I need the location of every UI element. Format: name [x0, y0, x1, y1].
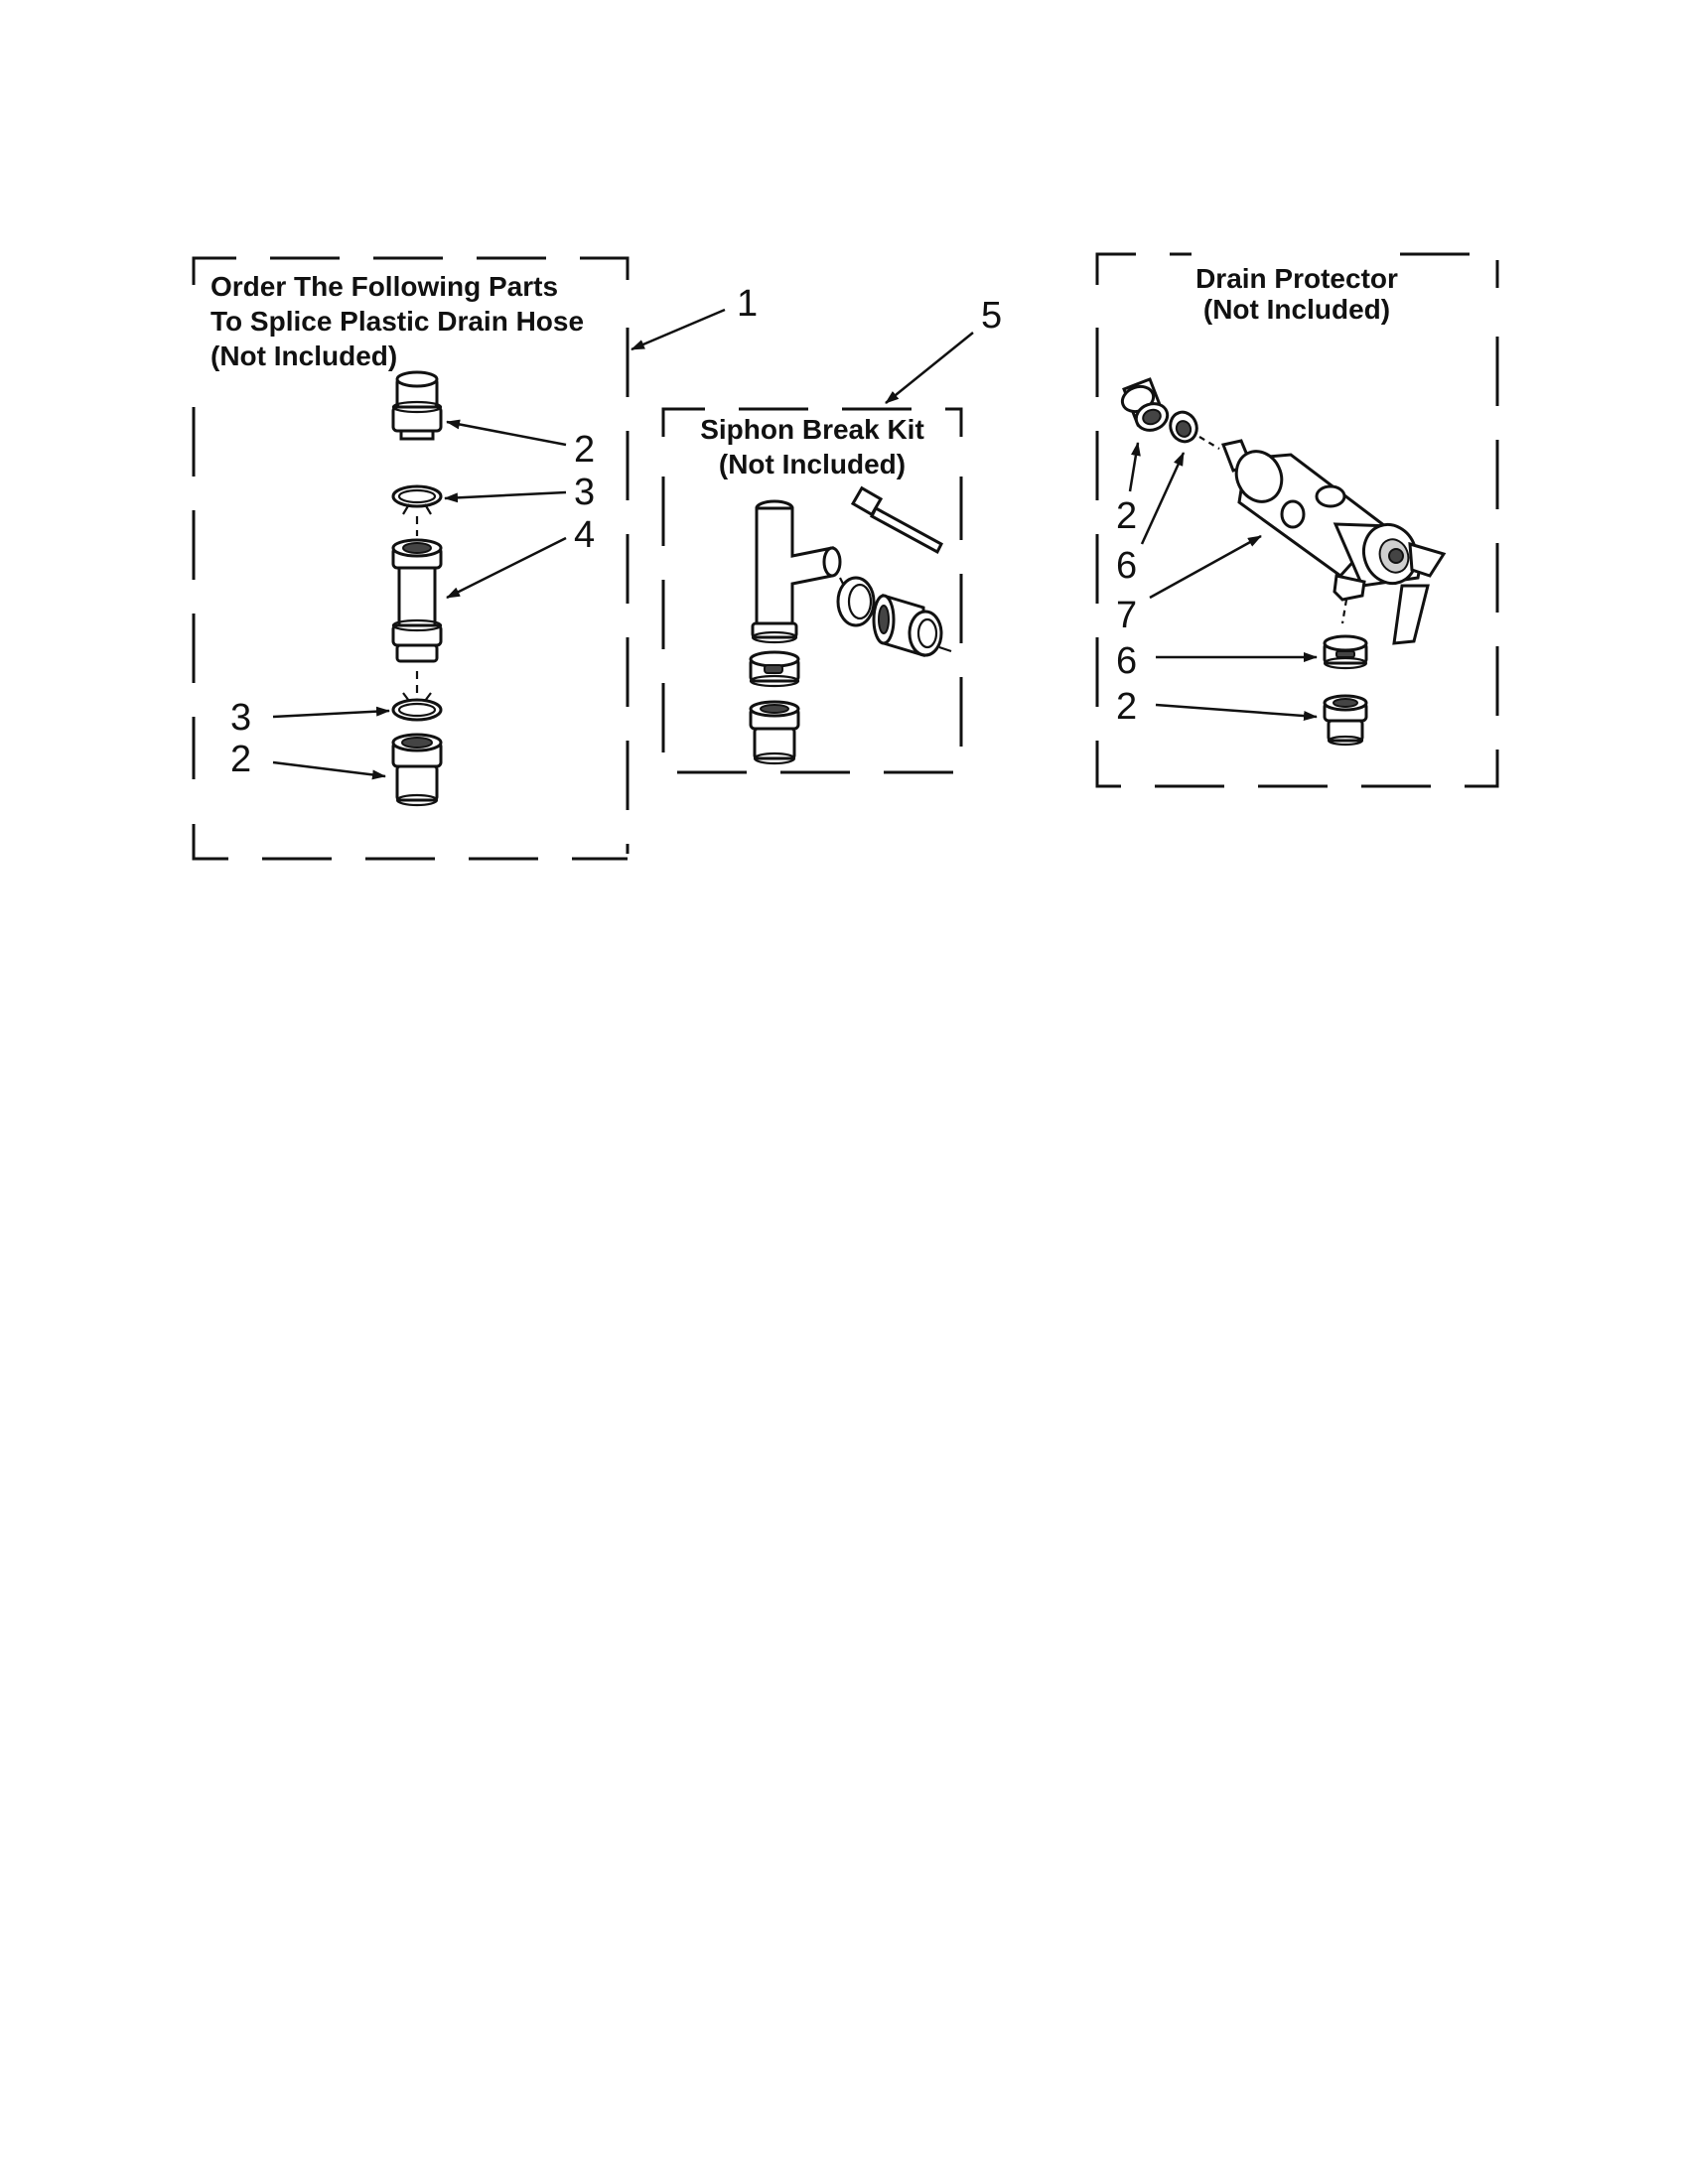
- hose-connector-icon: [751, 702, 798, 763]
- hose-clamp-icon: [1325, 636, 1366, 668]
- callout-1: 1: [737, 283, 759, 325]
- callout-6-drain-top-arrow: [1142, 453, 1184, 544]
- hose-coupler-icon: [393, 540, 441, 661]
- splice-panel: [194, 258, 758, 859]
- drain-title-line-2: (Not Included): [1202, 294, 1391, 325]
- callout-3-top-arrow: [445, 492, 566, 498]
- callout-2-drain-bottom: 2: [1116, 686, 1138, 728]
- callout-4: 4: [574, 514, 596, 556]
- drain-panel: [1097, 254, 1497, 786]
- hose-clamp-icon: [751, 652, 798, 686]
- drain-protector-valve-icon: [1223, 441, 1444, 643]
- callout-2-top-arrow: [447, 422, 566, 445]
- callout-2-drain-top-arrow: [1130, 443, 1138, 491]
- callout-1-arrow: [632, 310, 725, 349]
- siphon-title-line-1: Siphon Break Kit: [700, 414, 924, 445]
- cable-tie-icon: [853, 488, 941, 552]
- drain-title-line-1: Drain Protector: [1195, 263, 1398, 294]
- callout-2-top: 2: [574, 429, 596, 471]
- callout-6-drain-bottom: 6: [1116, 640, 1138, 682]
- splice-title-line-1: Order The Following Parts: [210, 271, 559, 302]
- callout-5: 5: [981, 295, 1003, 337]
- callout-5-arrow: [886, 333, 973, 403]
- callout-3-bottom: 3: [230, 697, 252, 739]
- splice-title-line-3: (Not Included): [210, 341, 398, 371]
- callout-2-bottom-arrow: [273, 762, 385, 776]
- siphon-panel: [663, 295, 1002, 772]
- splice-title-line-2: To Splice Plastic Drain Hose: [210, 306, 585, 337]
- hose-connector-icon: [874, 596, 951, 655]
- hose-connector-icon: [393, 372, 441, 439]
- hose-connector-icon: [393, 735, 441, 805]
- callout-7-arrow: [1150, 536, 1261, 598]
- hose-clamp-icon: [838, 578, 874, 625]
- hose-clamp-icon: [393, 486, 441, 514]
- callout-2-bottom: 2: [230, 739, 252, 780]
- callout-4-arrow: [447, 538, 566, 598]
- callout-2-drain-bottom-arrow: [1156, 705, 1317, 717]
- siphon-title-line-2: (Not Included): [718, 449, 907, 479]
- hose-clamp-icon: [393, 693, 441, 720]
- callout-3-top: 3: [574, 472, 596, 513]
- drain-axis: [1199, 437, 1219, 449]
- callout-2-drain-top: 2: [1116, 495, 1138, 537]
- callout-3-bottom-arrow: [273, 711, 389, 717]
- hose-clamp-icon: [1167, 408, 1201, 445]
- hose-connector-icon: [1325, 696, 1366, 745]
- hose-connector-icon: [1119, 379, 1172, 435]
- callout-6-drain-top: 6: [1116, 545, 1138, 587]
- tee-fitting-icon: [753, 501, 840, 642]
- callout-7: 7: [1116, 595, 1138, 636]
